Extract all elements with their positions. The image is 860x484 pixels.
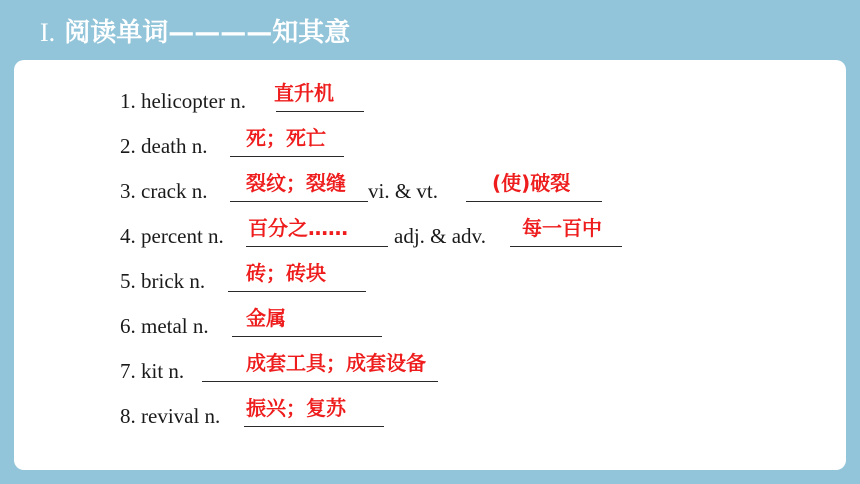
vocab-pos: adj. & adv. bbox=[394, 224, 486, 248]
vocab-answer-2: (使)破裂 bbox=[492, 171, 571, 195]
vocab-answer: 振兴；复苏 bbox=[246, 396, 346, 420]
section-number: I. bbox=[40, 18, 56, 47]
answer-blank[interactable] bbox=[276, 111, 364, 112]
vocab-pos: vi. & vt. bbox=[368, 179, 439, 203]
vocab-answer: 裂纹；裂缝 bbox=[246, 171, 346, 195]
answer-blank[interactable] bbox=[202, 381, 438, 382]
vocab-prompt: 3. crack n. bbox=[120, 179, 208, 203]
answer-blank[interactable] bbox=[228, 291, 366, 292]
vocab-prompt: 1. helicopter n. bbox=[120, 89, 246, 113]
vocab-answer-2: 每一百中 bbox=[522, 216, 602, 240]
vocab-prompt: 7. kit n. bbox=[120, 359, 185, 383]
vocab-prompt: 5. brick n. bbox=[120, 269, 206, 293]
vocab-prompt: 2. death n. bbox=[120, 134, 208, 158]
answer-blank[interactable] bbox=[466, 201, 602, 202]
vocab-answer: 砖；砖块 bbox=[246, 261, 326, 285]
answer-blank[interactable] bbox=[246, 246, 388, 247]
vocab-prompt: 6. metal n. bbox=[120, 314, 209, 338]
vocab-answer: 百分之…… bbox=[248, 216, 348, 240]
answer-blank[interactable] bbox=[244, 426, 384, 427]
page-title bbox=[40, 12, 350, 49]
vocab-answer: 死；死亡 bbox=[246, 126, 326, 150]
answer-blank[interactable] bbox=[230, 156, 344, 157]
vocab-answer: 金属 bbox=[246, 306, 286, 330]
answer-blank[interactable] bbox=[510, 246, 622, 247]
vocabulary-card bbox=[14, 60, 846, 470]
section-title: 阅读单词————知其意 bbox=[64, 18, 351, 48]
vocab-answer: 直升机 bbox=[274, 81, 334, 105]
vocab-prompt: 4. percent n. bbox=[120, 224, 224, 248]
answer-blank[interactable] bbox=[232, 336, 382, 337]
answer-blank[interactable] bbox=[230, 201, 368, 202]
vocab-prompt: 8. revival n. bbox=[120, 404, 221, 428]
vocab-answer: 成套工具；成套设备 bbox=[246, 351, 426, 375]
